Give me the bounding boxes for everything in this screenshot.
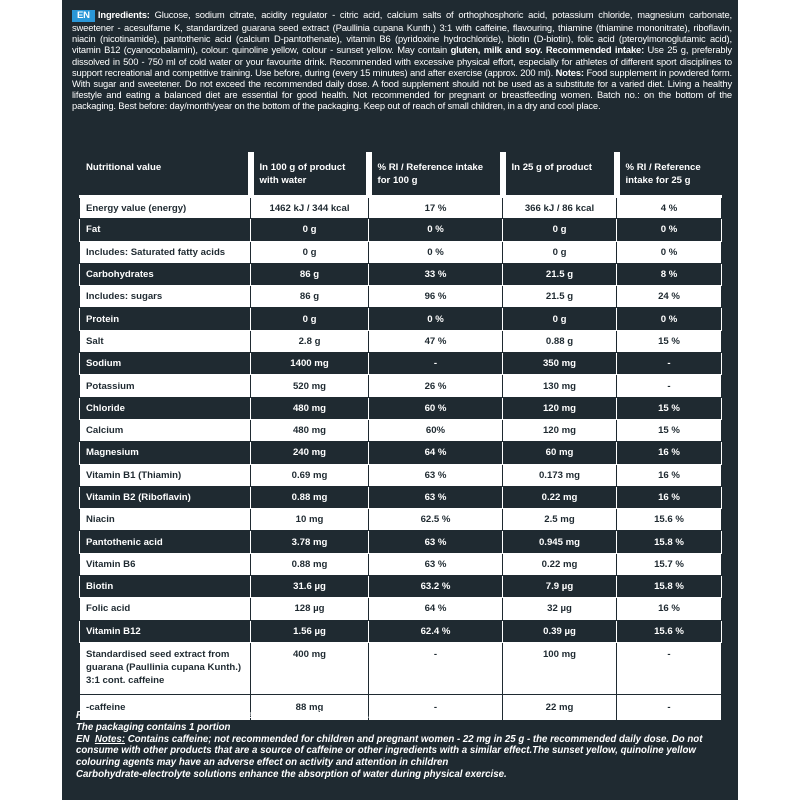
row-ri-25g: 16 % [617,486,722,508]
row-ri-100g: 17 % [369,197,503,219]
row-ri-25g: - [617,375,722,397]
row-ri-25g: 8 % [617,263,722,285]
header-ri-25g: % RI / Reference intake for 25 g [617,153,722,197]
row-name: Vitamin B1 (Thiamin) [80,464,251,486]
row-value-25g: 22 mg [503,694,617,720]
row-name: Sodium [80,353,251,375]
row-name: Vitamin B2 (Riboflavin) [80,486,251,508]
row-ri-100g: 0 % [369,308,503,330]
row-value-25g: 7.9 µg [503,576,617,598]
nutrition-table-container [76,149,724,713]
row-value-100g: 2.8 g [251,330,369,352]
row-name: -caffeine [80,694,251,720]
row-ri-25g: 15.8 % [617,576,722,598]
row-ri-25g: 16 % [617,442,722,464]
footer-notes-label: Notes: [94,733,126,745]
row-name: Biotin [80,576,251,598]
header-per-25g: In 25 g of product [503,153,617,197]
label-panel [62,0,738,800]
row-name: Vitamin B12 [80,620,251,642]
language-badge: EN [72,10,95,22]
row-value-25g: 130 mg [503,375,617,397]
row-ri-100g: 63.2 % [369,576,503,598]
row-ri-100g: 60% [369,419,503,441]
row-value-25g: 32 µg [503,598,617,620]
table-row [80,286,722,308]
row-ri-25g: - [617,353,722,375]
row-ri-100g: - [369,642,503,694]
table-row [80,375,722,397]
row-name: Niacin [80,509,251,531]
row-ri-100g: - [369,353,503,375]
row-ri-100g: 62.5 % [369,509,503,531]
row-value-25g: 120 mg [503,419,617,441]
row-name: Calcium [80,419,251,441]
row-value-25g: 120 mg [503,397,617,419]
row-value-100g: 520 mg [251,375,369,397]
row-ri-100g: 63 % [369,553,503,575]
footer-notes [76,710,726,781]
row-ri-25g: 0 % [617,241,722,263]
row-value-100g: 31.6 µg [251,576,369,598]
row-value-100g: 0.88 mg [251,553,369,575]
reference-intake-note: Reference intake value for the average adult (8 400 kJ/2 000 kcal) [76,710,375,721]
row-ri-100g: 62.4 % [369,620,503,642]
row-ri-100g: - [369,694,503,720]
intake-label: Recommended intake: [545,44,645,56]
footer-notes-paragraph [76,734,726,769]
notes-text: Food supplement in powdered form. With sugar and sweetener. Do not exceed the recommended daily dose. A food supplement should not be used as a substitute for a varied diet. Living a healthy lifestyle and eating a balanced diet are essential for good health. Not recommended for pregnant or breastfeeding women. Batch no.: on the bottom of the packaging. Best before: day/month/year on the bottom of the packaging. Keep out of reach of small children, in a dry and cool place. [72,66,732,112]
row-name: Fat [80,219,251,241]
table-row [80,197,722,219]
table-row [80,509,722,531]
header-per-100g: In 100 g of product with water [251,153,369,197]
intake-text: Use 25 g, preferably dissolved in 500 - 750 ml of cold water or your favourite drink. Recommended with excessive physical effort, especially for athletes of different sport disciplines to support recreational and competitive training. Use before, during (every 15 minutes) and after exercise (approx. 200 ml). [72,44,732,78]
row-value-25g: 100 mg [503,642,617,694]
row-value-25g: 0.39 µg [503,620,617,642]
row-name: Includes: sugars [80,286,251,308]
table-row [80,330,722,352]
row-value-25g: 366 kJ / 86 kcal [503,197,617,219]
row-ri-100g: 63 % [369,531,503,553]
table-row [80,241,722,263]
row-value-100g: 10 mg [251,509,369,531]
row-ri-100g: 96 % [369,286,503,308]
row-value-25g: 350 mg [503,353,617,375]
row-ri-25g: 16 % [617,598,722,620]
table-row [80,598,722,620]
row-value-100g: 1400 mg [251,353,369,375]
row-value-25g: 0.173 mg [503,464,617,486]
row-value-100g: 0.69 mg [251,464,369,486]
header-nutritional-value: Nutritional value [80,153,251,197]
ingredients-paragraph [72,9,732,112]
row-ri-25g: 15 % [617,330,722,352]
row-ri-25g: 15 % [617,397,722,419]
row-ri-25g: 16 % [617,464,722,486]
table-row [80,464,722,486]
row-value-100g: 86 g [251,263,369,285]
table-row [80,620,722,642]
table-body [80,197,722,721]
row-value-25g: 60 mg [503,442,617,464]
row-ri-100g: 63 % [369,464,503,486]
row-value-100g: 480 mg [251,397,369,419]
row-name: Protein [80,308,251,330]
row-ri-25g: 24 % [617,286,722,308]
row-name: Vitamin B6 [80,553,251,575]
row-name: Folic acid [80,598,251,620]
allergens-text: gluten, milk and soy. [450,44,543,56]
row-value-100g: 400 mg [251,642,369,694]
row-value-25g: 21.5 g [503,286,617,308]
row-ri-100g: 26 % [369,375,503,397]
row-name: Standardised seed extract from guarana (Paullinia cupana Kunth.) 3:1 cont. caffeine [80,642,251,694]
row-name: Energy value (energy) [80,197,251,219]
row-value-25g: 0 g [503,308,617,330]
row-value-100g: 0 g [251,241,369,263]
table-row [80,419,722,441]
row-ri-25g: 15.8 % [617,531,722,553]
nutrition-table [79,152,722,721]
row-ri-25g: - [617,642,722,694]
table-row [80,531,722,553]
row-name: Includes: Saturated fatty acids [80,241,251,263]
table-row [80,397,722,419]
electrolyte-note: Carbohydrate-electrolyte solutions enhance the absorption of water during physical exercise. [76,768,507,780]
table-row [80,486,722,508]
header-ri-100g: % RI / Reference intake for 100 g [369,153,503,197]
row-value-100g: 240 mg [251,442,369,464]
row-name: Potassium [80,375,251,397]
table-row [80,263,722,285]
row-ri-25g: 15 % [617,419,722,441]
table-row [80,353,722,375]
row-ri-100g: 64 % [369,442,503,464]
row-value-100g: 1462 kJ / 344 kcal [251,197,369,219]
row-value-100g: 0 g [251,308,369,330]
row-name: Carbohydrates [80,263,251,285]
row-ri-100g: 63 % [369,486,503,508]
row-value-100g: 1.56 µg [251,620,369,642]
row-ri-100g: 0 % [369,241,503,263]
row-value-100g: 86 g [251,286,369,308]
row-ri-100g: 60 % [369,397,503,419]
row-ri-100g: 47 % [369,330,503,352]
row-value-100g: 0.88 mg [251,486,369,508]
row-name: Pantothenic acid [80,531,251,553]
row-value-100g: 3.78 mg [251,531,369,553]
row-ri-25g: 15.7 % [617,553,722,575]
row-value-25g: 0 g [503,219,617,241]
row-name: Magnesium [80,442,251,464]
row-name: Salt [80,330,251,352]
row-value-100g: 88 mg [251,694,369,720]
row-ri-100g: 33 % [369,263,503,285]
row-value-100g: 0 g [251,219,369,241]
row-ri-100g: 0 % [369,219,503,241]
ingredients-text: Glucose, sodium citrate, acidity regulator - citric acid, calcium salts of orthophosphoric acid, potassium chloride, magnesium carbonate, sweetener - acesulfame K, standardized guarana seed extract (Paullinia cupana Kunth.) 3:1 with caffeine, flavouring, thiamine (thiamine mononitrate), riboflavin, niacin (nicotinamide), pantothenic acid (calcium D-pantothenate), vitamin B6 (pyridoxine hydrochloride), biotin (D-biotin), folic acid (pteroylmonoglutamic acid), vitamin B12 (cyanocobalamin), colour: quinoline yellow, colour - sunset yellow. May contain [72,9,732,56]
row-value-25g: 0.88 g [503,330,617,352]
table-row [80,553,722,575]
row-ri-25g: 15.6 % [617,620,722,642]
table-header-row [80,153,722,197]
row-value-25g: 2.5 mg [503,509,617,531]
table-row [80,442,722,464]
row-ri-25g: 0 % [617,219,722,241]
footer-lang: EN [76,733,90,745]
table-row [80,308,722,330]
row-ri-25g: 4 % [617,197,722,219]
table-row [80,576,722,598]
row-ri-25g: - [617,694,722,720]
row-value-25g: 21.5 g [503,263,617,285]
table-row-guarana [80,642,722,694]
row-value-25g: 0.22 mg [503,486,617,508]
notes-label: Notes: [555,66,584,78]
row-name: Chloride [80,397,251,419]
table-row [80,219,722,241]
row-ri-25g: 15.6 % [617,509,722,531]
row-value-100g: 128 µg [251,598,369,620]
portion-note: The packaging contains 1 portion [76,721,231,733]
ingredients-label: Ingredients: [97,9,150,20]
row-ri-100g: 64 % [369,598,503,620]
row-value-25g: 0.22 mg [503,553,617,575]
row-value-25g: 0.945 mg [503,531,617,553]
footer-notes-text: Contains caffeine; not recommended for children and pregnant women - 22 mg in 25 g - the recommended daily dose. Do not consume with other products that are a source of caffeine or other ingredients with a similar effect.The sunset yellow, quinoline yellow colouring agents may have an adverse effect on activity and attention in children [76,733,703,769]
row-value-25g: 0 g [503,241,617,263]
row-ri-25g: 0 % [617,308,722,330]
row-value-100g: 480 mg [251,419,369,441]
